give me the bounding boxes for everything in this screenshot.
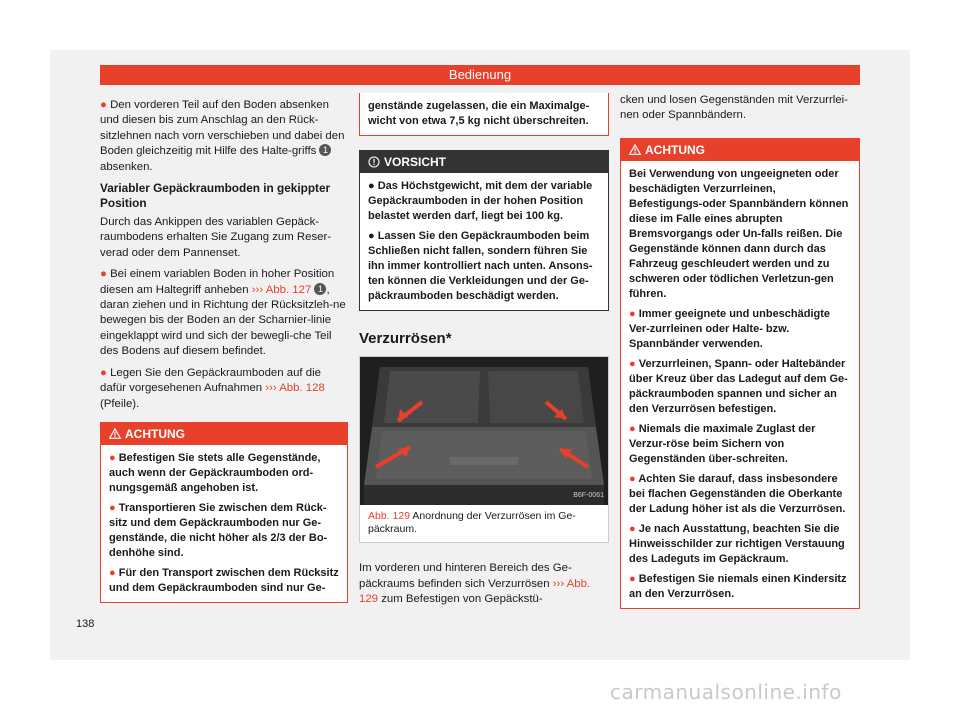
paragraph: ● Bei einem variablen Boden in hoher Position diesen am Haltegriff anheben ››› Abb. 127 1 , daran ziehen und in Richtung der Rücksitzleh-ne bewegen bis der Boden an der Scharnier-linie eingeklappt wird und sich der bewegli-che Teil des Bodens auf diesem befindet.: [100, 268, 346, 358]
list-item: ● Achten Sie darauf, dass insbesondere bei flachen Gegenständen die Oberkante der Ladung höher ist als die Verzurrösen.: [629, 472, 846, 515]
caution-circle-icon: [368, 156, 380, 168]
paragraph: ● Legen Sie den Gepäckraumboden auf die dafür vorgesehenen Aufnahmen ››› Abb. 128 (Pfeile).: [100, 366, 325, 410]
list-item: ● Befestigen Sie niemals einen Kindersitz an den Verzurrösen.: [629, 572, 847, 600]
warning-body: [101, 445, 347, 602]
bullet-icon: ●: [629, 357, 636, 370]
warning-intro: Bei Verwendung von ungeeigneten oder beschädigten Verzurrleinen, Befestigungs-oder Spannbändern können diese im Falle eines abrupten Bremsvorgangs oder Un-falls reißen. Die Gegenstände können dann durch das Fahrzeug geschleudert werden und zu schweren oder tödlichen Verletzun-gen führen.: [629, 167, 849, 300]
bullet-icon: ●: [100, 366, 107, 379]
warning-continuation: genstände zugelassen, die ein Maximalge-wicht von etwa 7,5 kg nicht überschreiten.: [359, 93, 609, 136]
ref-number-icon: 1: [319, 144, 331, 156]
warning-box: [100, 422, 348, 603]
figure-label: Abb. 129: [368, 510, 411, 523]
figure-link[interactable]: ››› Abb. 127: [251, 283, 312, 296]
list-item: ● Verzurrleinen, Spann- oder Haltebänder über Kreuz über das Ladegut auf dem Ge-päckraumboden spannen und sicher an den Verzurrösen befestigen.: [629, 357, 848, 415]
bullet-icon: ●: [109, 566, 116, 579]
column-1: [100, 98, 348, 611]
bullet-icon: ●: [629, 422, 636, 435]
ref-number-icon: 1: [314, 283, 326, 295]
bullet-icon: ●: [100, 268, 107, 281]
paragraph: ● Den vorderen Teil auf den Boden absenken und diesen bis zum Anschlag an den Rück-sitzlehnen nach vorn verschieben und dabei den Boden gleichzeitig mit Hilfe des Halte-griffs 1 absenken.: [100, 99, 345, 173]
bullet-icon: ●: [100, 99, 107, 111]
list-item: ● Das Höchstgewicht, mit dem der variable Gepäckraumboden in der hohen Position belastet werden darf, liegt bei 100 kg.: [368, 180, 593, 222]
paragraph: cken und losen Gegenständen mit Verzurrlei-nen oder Spannbändern.: [620, 94, 848, 122]
figure-code: B6F-0061: [573, 492, 604, 499]
figure-link[interactable]: ››› Abb. 129: [359, 577, 591, 606]
bullet-icon: ●: [109, 501, 116, 514]
list-item: ● Befestigen Sie stets alle Gegenstände, auch wenn der Gepäckraumboden ord-nungsgemäß angehoben ist.: [109, 451, 321, 494]
section-title: Verzurrösen*: [359, 330, 452, 347]
caution-title: VORSICHT: [360, 151, 608, 173]
list-item: ● Lassen Sie den Gepäckraumboden beim Schließen nicht fallen, sondern führen Sie ihn immer kontrolliert nach unten. Ansons-ten können die Verkleidungen und der Ge-päckraumboden beschädigt werden.: [368, 230, 593, 302]
warning-body: [621, 161, 859, 608]
figure: [359, 356, 609, 543]
bullet-icon: ●: [109, 451, 116, 464]
column-2: [359, 93, 609, 614]
bullet-icon: ●: [629, 522, 636, 535]
paragraph: Im vorderen und hinteren Bereich des Ge-päckraums befinden sich Verzurrösen ››› Abb. 129 zum Befestigen von Gepäckstü-: [359, 562, 591, 606]
bullet-icon: ●: [368, 230, 375, 242]
warning-title: ACHTUNG: [101, 423, 347, 445]
bullet-icon: ●: [629, 307, 636, 320]
figure-caption: Abb. 129 Anordnung der Verzurrösen im Ge-päckraum.: [368, 510, 576, 536]
bullet-icon: ●: [629, 472, 636, 485]
warning-box: [620, 138, 860, 609]
list-item: ● Niemals die maximale Zuglast der Verzur-röse beim Sichern von Gegenständen über-schreiten.: [629, 422, 816, 465]
caution-body: [360, 173, 608, 310]
warning-triangle-icon: [109, 428, 121, 439]
watermark: carmanualsonline.info: [610, 680, 842, 704]
list-item: ● Für den Transport zwischen dem Rücksitz und dem Gepäckraumboden sind nur Ge-: [109, 566, 339, 594]
list-item: ● Immer geeignete und unbeschädigte Ver-zurrleinen oder Halte- bzw. Spannbänder verwenden.: [629, 307, 831, 350]
bullet-icon: ●: [629, 572, 636, 585]
warning-triangle-icon: [629, 144, 641, 155]
bullet-icon: ●: [368, 180, 375, 192]
trunk-image: [360, 357, 608, 505]
warning-title: ACHTUNG: [621, 139, 859, 161]
column-3: [620, 93, 860, 617]
page-header: Bedienung: [100, 65, 860, 85]
list-item: ● Transportieren Sie zwischen dem Rück-sitz und dem Gepäckraumboden nur Ge-genstände, die nicht höher als 2/3 der Bo-denhöhe sind.: [109, 501, 328, 559]
trunk-illustration: [360, 357, 608, 505]
paragraph: Durch das Ankippen des variablen Gepäck-raumbodens erhalten Sie Zugang zum Reser-verad oder dem Pannenset.: [100, 216, 332, 259]
subheading: Variabler Gepäckraumboden in gekippter Position: [100, 181, 331, 211]
page-number: 138: [76, 618, 95, 630]
caution-box: [359, 150, 609, 311]
figure-link[interactable]: ››› Abb. 128: [265, 382, 325, 395]
list-item: ● Je nach Ausstattung, beachten Sie die Hinweisschilder zur richtigen Verstauung des Ladeguts im Gepäckraum.: [629, 522, 845, 565]
